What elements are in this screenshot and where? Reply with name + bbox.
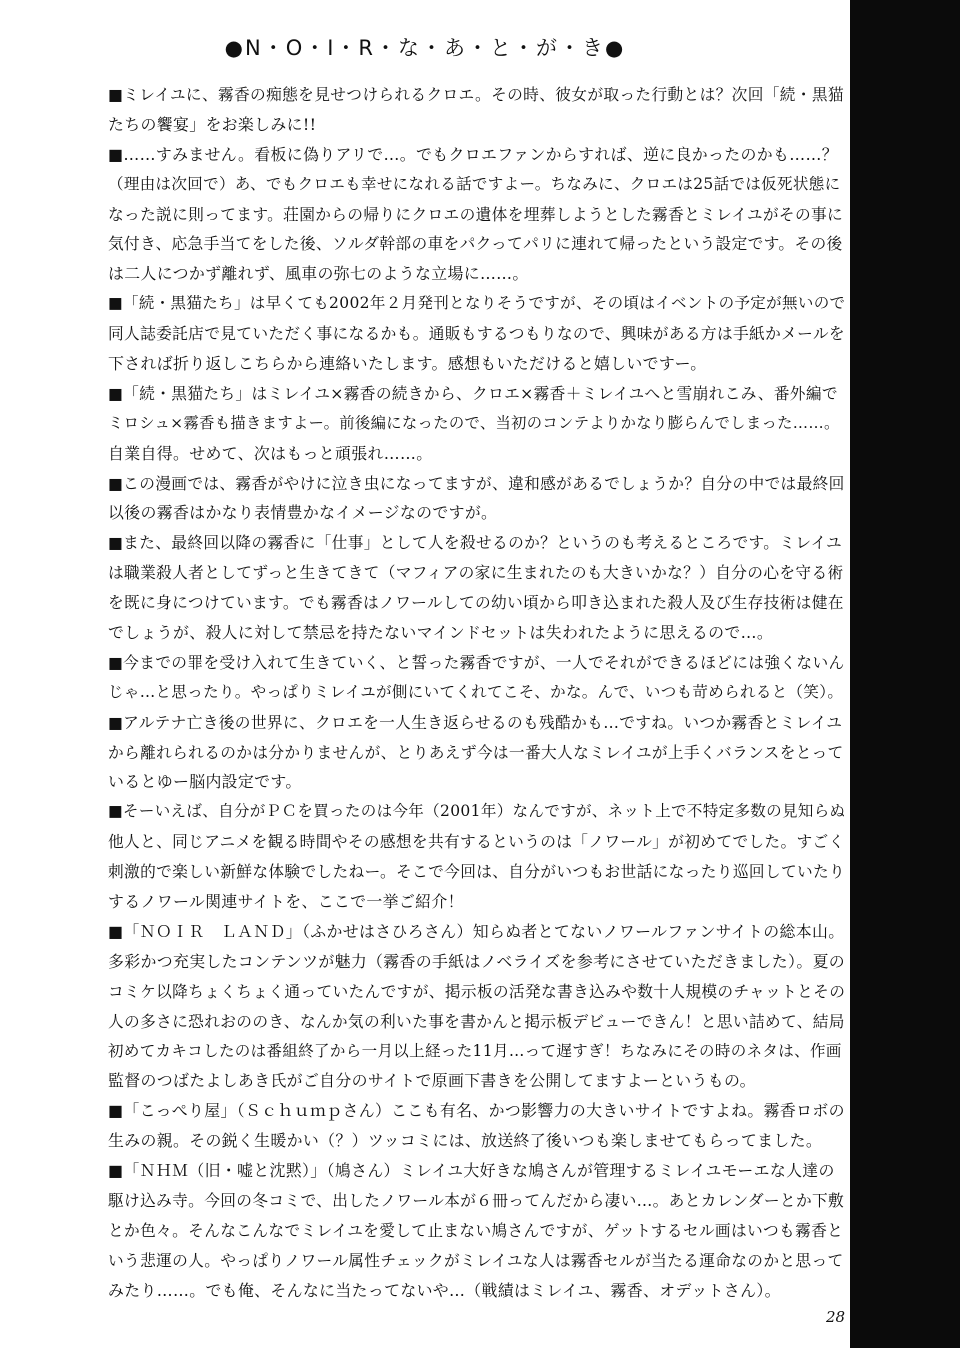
- text-line: じゃ…と思ったり。やっぱりミレイユが側にいてくれてこそ、かな。んで、いつも苛められると（笑）。: [108, 682, 844, 701]
- text-line: 下されば折り返しこちらから連絡いたします。感想もいただけると嬉しいですー。: [108, 354, 707, 374]
- text-line: 初めてカキコしたのは番組終了から一月以上経った11月…って遅すぎ！ちなみにその時のネタは、作画: [108, 1041, 842, 1060]
- text-line: 人の多さに恐れおののき、なんか気の利いた事を書かんと掲示板デビューできん！と思い詰めて、結局: [108, 1011, 845, 1031]
- text-line: 以後の霧香はかなり表情豊かなイメージなのですが。: [108, 503, 498, 523]
- page-number: 28: [826, 1308, 846, 1326]
- text-line: 刺激的で楽しい新鮮な体験でしたねー。そこで今回は、自分がいつもお世話になったり巡回していたり: [108, 862, 846, 882]
- text-line: 気付き、応急手当てをした後、ソルダ幹部の車をパクってパリに連れて帰ったという設定です。その後: [108, 234, 843, 254]
- text-line: ■「ＮＯＩＲ ＬＡＮＤ」（ふかせはさひろさん）知らぬ者とてないノワールファンサイトの総本山。: [108, 921, 845, 941]
- text-line: ■「ＮＨＭ（旧・嘘と沈黙）」（鳩さん）ミレイユ大好きな鳩さんが管理するミレイユモーエな人達の: [108, 1161, 835, 1181]
- text-line: ■「続・黒猫たち」は早くても2002年２月発刊となりそうですが、その頃はイベントの予定が無いので: [108, 294, 846, 313]
- text-line: でしょうが、殺人に対して禁忌を持たないマインドセットは失われたように思えるので…。: [108, 623, 774, 643]
- text-line: ■「こっぺり屋」（Ｓｃｈｕｍｐさん）ここも有名、かつ影響力の大きいサイトですよね。霧香ロボの: [108, 1101, 845, 1121]
- page-title: ●N・O・I・R・な・あ・と・が・き●: [224, 36, 626, 60]
- text-line: たちの饗宴」をお楽しみに!!: [108, 114, 317, 134]
- dark-edge-band: [850, 0, 960, 1348]
- text-line: 多彩かつ充実したコンテンツが魅力（霧香の手紙はノベライズを参考にさせていただきました）。夏の: [108, 951, 846, 971]
- text-line: 生みの親。その鋭く生暖かい（？）ツッコミには、放送終了後いつも楽しませてもらってました。: [108, 1131, 823, 1151]
- text-line: とか色々。そんなこんなでミレイユを愛して止まない鳩さんですが、ゲットするセル画はいつも霧香と: [108, 1220, 844, 1240]
- text-line: 同人誌委託店で見ていただく事になるかも。通販もするつもりなので、興味がある方は手紙かメールを: [108, 324, 845, 344]
- text-line: いう悲運の人。やっぱりノワール属性チェックがミレイユな人は霧香セルが当たる運命なのかと思って: [108, 1250, 844, 1270]
- text-line: ■……すみません。看板に偽りアリで…。でもクロエファンからすれば、逆に良かったのかも……？: [108, 144, 838, 164]
- text-line: ■そーいえば、自分がＰＣを買ったのは今年（2001年）なんですが、ネット上で不特定多数の見知らぬ: [108, 802, 846, 821]
- text-line: ■この漫画では、霧香がやけに泣き虫になってますが、違和感があるでしょうか？自分の中では最終回: [108, 473, 845, 493]
- text-line: ■アルテナ亡き後の世界に、クロエを一人生き返らせるのも残酷かも…ですね。いつか霧香とミレイユ: [108, 712, 843, 732]
- text-line: 監督のつばたよしあき氏がご自分のサイトで原画下書きを公開してますよーというもの。: [108, 1071, 756, 1091]
- text-line: （理由は次回で）あ、でもクロエも幸せになれる話ですよー。ちなみに、クロエは25話では仮死状態に: [108, 174, 841, 193]
- text-line: から離れられるのかは分かりませんが、とりあえず今は一番大人なミレイユが上手くバランスをとって: [108, 742, 844, 762]
- text-line: ■ミレイユに、霧香の痴態を見せつけられるクロエ。その時、彼女が取った行動とは？次回「続・黒猫: [108, 85, 844, 104]
- text-line: コミケ以降ちょくちょく通っていたんですが、掲示板の活発な書き込みや数十人規模のチャットとその: [108, 981, 846, 1001]
- text-line: 自業自得。せめて、次はもっと頑張れ……。: [108, 443, 433, 463]
- text-line: 他人と、同じアニメを観る時間やその感想を共有するというのは「ノワール」が初めてでした。すごく: [108, 832, 845, 852]
- text-line: 駆け込み寺。今回の冬コミで、出したノワール本が６冊ってんだから凄い…。あとカレンダーとか下敷: [108, 1190, 845, 1210]
- text-line: ■今までの罪を受け入れて生きていく、と誓った霧香ですが、一人でそれができるほどには強くないん: [108, 652, 845, 672]
- text-line: みたり……。でも俺、そんなに当たってないや…（戦績はミレイユ、霧香、オデットさん）。: [108, 1280, 781, 1300]
- text-line: ■「続・黒猫たち」はミレイユ×霧香の続きから、クロエ×霧香＋ミレイユへと雪崩れこみ、番外編で: [108, 383, 838, 403]
- text-line: いるとゆー脳内設定です。: [108, 772, 302, 792]
- text-line: は二人につかず離れず、風車の弥七のような立場に……。: [108, 264, 529, 284]
- text-line: は職業殺人者としてずっと生きてきて（マフィアの家に生まれたのも大きいかな？）自分の心を守る術: [108, 563, 844, 583]
- afterword-body: [108, 80, 846, 1306]
- text-line: を既に身につけています。でも霧香はノワールしての幼い頃から叩き込まれた殺人及び生存技術は健在: [108, 593, 844, 613]
- text-line: ミロシュ×霧香も描きますよー。前後編になったので、当初のコンテよりかなり膨らんでしまった……。: [108, 413, 840, 432]
- text-line: なった説に則ってます。荘園からの帰りにクロエの遺体を埋葬しようとした霧香とミレイユがその事に: [108, 204, 844, 224]
- text-line: ■また、最終回以降の霧香に「仕事」として人を殺せるのか？というのも考えるところです。ミレイユ: [108, 533, 843, 553]
- text-line: するノワール関連サイトを、ここで一挙ご紹介！: [108, 892, 464, 912]
